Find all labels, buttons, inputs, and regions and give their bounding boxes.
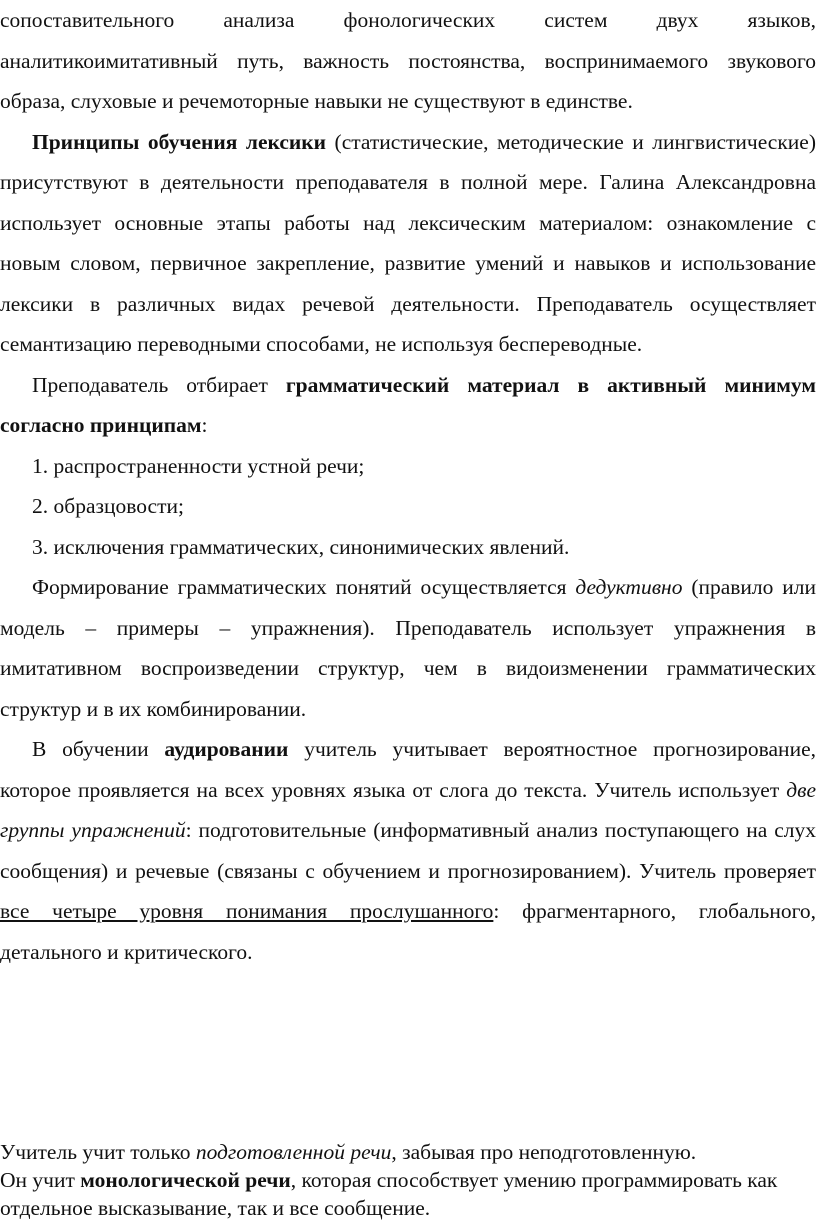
term-prepared-speech: подготовленной речи	[195, 1140, 392, 1164]
term-monologue-speech: монологической речи	[80, 1168, 291, 1192]
heading-grammar-material: грамматический материал в активный минимум согласно принципам	[0, 372, 816, 437]
paragraph-lead: Он учит	[0, 1168, 81, 1192]
paragraph-text: , которая способствует умению программировать как отдельное высказывание, так и все сообщение.	[0, 1168, 778, 1220]
heading-listening: аудировании	[164, 737, 289, 761]
list-item: 1. распространенности устной речи;	[32, 453, 365, 478]
paragraph-lead: Формирование грамматических понятий осуществляется	[32, 575, 576, 599]
term-understanding-levels: все четыре уровня понимания прослушанного	[0, 899, 494, 923]
paragraph-text: , забывая про неподготовленную.	[391, 1140, 697, 1164]
paragraph-listening	[0, 729, 816, 972]
paragraph-lead: В обучении	[32, 737, 165, 761]
heading-vocabulary-principles: Принципы обучения лексики	[32, 129, 327, 154]
paragraph-monologue	[0, 1166, 816, 1222]
paragraph-lead: Учитель учит только	[0, 1140, 196, 1164]
document-tail	[0, 1138, 816, 1222]
list-item: 3. исключения грамматических, синонимических явлений.	[32, 534, 570, 559]
paragraph-text: (правило или модель – примеры – упражнения). Преподаватель использует упражнения в имитативном воспроизведении структур, чем в видоизменении грамматических структур и в их комбинировании.	[0, 575, 816, 721]
term-deductive: дедуктивно	[575, 575, 683, 599]
term-exercise-groups: две группы упражнений	[0, 777, 816, 842]
paragraph-text: (статистические, методические и лингвистические) присутствуют в деятельности преподавателя в полной мере. Галина Александровна использует основные этапы работы над лексическим материалом: ознакомление с новым словом, первичное закрепление, развитие умений и навыков и использование лексики в различных видах речевой деятельности. Преподаватель осуществляет семантизацию переводными способами, не используя беспереводные.	[0, 129, 816, 356]
paragraph-vocabulary	[0, 122, 816, 365]
paragraph-text: : фрагментарного, глобального, детального и критического.	[0, 899, 816, 964]
paragraph-phonetics-continued	[0, 0, 816, 122]
paragraph-grammar-concepts	[0, 567, 816, 729]
paragraph-grammar	[0, 365, 816, 446]
paragraph-colon: :	[201, 413, 208, 437]
paragraph-text: : подготовительные (информативный анализ поступающего на слух сообщения) и речевые (связаны с обучением и прогнозированием). Учитель проверяет	[0, 818, 816, 883]
paragraph-text: сопоставительного анализа фонологических систем двух языков, аналитикоимитативный путь, важность постоянства, воспринимаемого звукового образа, слуховые и речемоторные навыки не существуют в единстве.	[0, 8, 816, 113]
paragraph-text: учитель учитывает вероятностное прогнозирование, которое проявляется на всех уровнях языка от слога до текста. Учитель использует	[0, 737, 816, 802]
paragraph-lead: Преподаватель отбирает	[32, 372, 286, 397]
paragraph-prepared-speech	[0, 1138, 816, 1166]
list-item: 2. образцовости;	[32, 494, 184, 518]
